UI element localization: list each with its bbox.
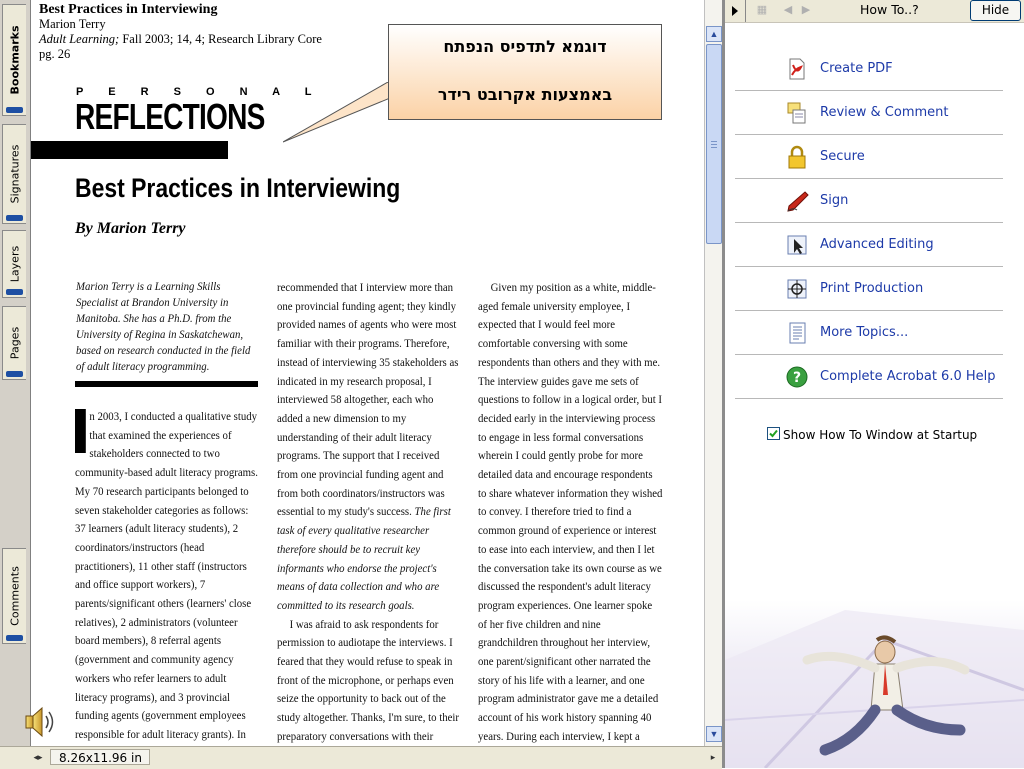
help-icon xyxy=(785,365,809,389)
startup-option[interactable] xyxy=(767,427,977,442)
tab-comments[interactable] xyxy=(2,548,26,644)
column-2-emphasis: The first task of every qualitative researcher therefore should be to recruit key informants who endorse the project's means of data collection and who are committed to its research goals. xyxy=(277,504,451,612)
tab-grip-icon xyxy=(6,107,23,113)
page-size-readout: 8.26x11.96 in xyxy=(50,749,150,765)
howto-item-label: Complete Acrobat 6.0 Help xyxy=(820,369,996,384)
author-bio: Marion Terry is a Learning Skills Specialist at Brandon University in Manitoba. She has a Ph.D. from the University of Regina in Saskatchewan, based on research conducted in the field of adult literacy programming. xyxy=(76,279,251,373)
tab-grip-icon xyxy=(6,371,23,377)
howto-item-label: Create PDF xyxy=(820,61,893,76)
citation-title: Best Practices in Interviewing xyxy=(39,2,218,17)
howto-item-label: Sign xyxy=(820,193,849,208)
article-title: Best Practices in Interviewing xyxy=(75,173,401,203)
svg-text:?: ? xyxy=(792,370,802,386)
create-pdf-icon xyxy=(785,57,809,81)
howto-item-label: Print Production xyxy=(820,281,924,296)
lock-icon xyxy=(785,145,809,169)
column-1-text: n 2003, I conducted a qualitative study that examined the experiences of stakeholders connected to two community-based adult literacy programs. My 70 research participants belonged to seven stakeholder categories as follows: 37 learners (adult literacy students), 2 coordinators/instructors (head practitioners), 11 other staff (instructors and office support workers), 7 parents/significant others (learners' close relatives), 2 administrators (volunteer board members), 8 referral agents (government and community agency workers who refer learners to adult literacy programs), and 3 provincial funding agents (government employees responsible for adult literacy grants). In xyxy=(75,409,258,741)
howto-more-topics[interactable] xyxy=(735,311,1003,355)
tab-grip-icon xyxy=(6,635,23,641)
document-vertical-scrollbar[interactable] xyxy=(704,0,723,746)
startup-checkbox[interactable] xyxy=(767,427,780,440)
advanced-editing-icon xyxy=(785,233,809,257)
tab-grip-icon xyxy=(6,215,23,221)
startup-label: Show How To Window at Startup xyxy=(783,428,978,442)
tab-bookmarks-label: Bookmarks xyxy=(8,25,21,95)
document-view[interactable] xyxy=(31,0,704,746)
callout-box xyxy=(388,24,662,120)
print-production-icon xyxy=(785,277,809,301)
hide-button[interactable]: Hide xyxy=(970,0,1021,21)
scroll-left-icon[interactable]: ◂▸ xyxy=(33,752,43,762)
callout-line-2: באמצעות אקרובט רידר xyxy=(437,85,613,104)
citation-details: Fall 2003; 14, 4; Research Library Core xyxy=(119,32,322,46)
navigation-tab-rail xyxy=(0,0,31,746)
decorative-bar xyxy=(31,141,228,159)
howto-advanced-editing[interactable] xyxy=(735,223,1003,267)
article-column-3 xyxy=(478,278,663,746)
tab-pages-label: Pages xyxy=(8,326,21,360)
howto-item-label: Secure xyxy=(820,149,865,164)
column-2-text-b: I was afraid to ask respondents for permission to audiotape the interviews. I feared that they would refuse to speak in front of the microphone, or perhaps even seize the opportunity to back out of the study altogether. Thanks, I'm sure, to their preparatory conversations with their xyxy=(277,616,460,743)
howto-sign[interactable] xyxy=(735,179,1003,223)
callout-pointer xyxy=(283,82,398,144)
speaker-icon[interactable] xyxy=(22,702,62,742)
how-to-toolbar xyxy=(725,0,1024,23)
status-bar xyxy=(0,746,722,769)
how-to-title: How To..? xyxy=(860,2,919,17)
howto-item-label: Review & Comment xyxy=(820,105,949,120)
section-heading: REFLECTIONS xyxy=(75,96,265,137)
back-icon[interactable]: ◀ xyxy=(783,4,793,16)
citation-journal-line xyxy=(39,32,322,47)
tab-layers-label: Layers xyxy=(8,245,21,283)
home-icon[interactable]: ▦ xyxy=(756,4,768,16)
callout-line-1: דוגמא לתדפיס הנפתח xyxy=(443,37,607,56)
tab-layers[interactable] xyxy=(2,230,26,298)
more-topics-icon xyxy=(785,321,809,345)
citation-page: pg. 26 xyxy=(39,47,71,61)
column-2-paragraph xyxy=(277,278,462,615)
scroll-down-button[interactable]: ▼ xyxy=(706,726,722,742)
article-column-2 xyxy=(277,278,462,746)
scroll-up-button[interactable]: ▲ xyxy=(706,26,722,42)
checkmark-icon xyxy=(768,428,779,439)
howto-item-label: More Topics... xyxy=(820,325,909,340)
tab-bookmarks[interactable] xyxy=(2,4,26,116)
citation-header xyxy=(39,2,322,62)
howto-review-comment[interactable] xyxy=(735,91,1003,135)
article-column-1 xyxy=(75,403,260,746)
column-2-text-a: recommended that I interview more than one provincial funding agent; they kindly provided names of agents who were most familiar with their programs. Therefore, instead of interviewing 35 stakeholders as indicated in my research proposal, I interviewed 58 altogether, each who added a new dimension to my understanding of their adult literacy programs. The support that I received from one provincial funding agent and from both coordinators/instructors was essential to my study's success. xyxy=(277,280,459,519)
how-to-panel xyxy=(725,0,1024,768)
citation-author: Marion Terry xyxy=(39,17,106,31)
scroll-thumb[interactable] xyxy=(706,44,722,244)
howto-print-production[interactable] xyxy=(735,267,1003,311)
expand-panel-icon[interactable] xyxy=(725,0,746,22)
forward-icon[interactable]: ▶ xyxy=(801,4,811,16)
tab-grip-icon xyxy=(6,289,23,295)
howto-complete-help[interactable] xyxy=(735,355,1003,399)
review-comment-icon xyxy=(785,101,809,125)
tab-comments-label: Comments xyxy=(8,566,21,626)
section-kicker: P E R S O N A L xyxy=(76,86,323,98)
drop-cap: I xyxy=(75,403,87,452)
howto-create-pdf[interactable] xyxy=(735,47,1003,91)
article-byline: By Marion Terry xyxy=(75,220,186,237)
bio-divider xyxy=(75,381,258,387)
pen-icon xyxy=(785,189,809,213)
tab-signatures[interactable] xyxy=(2,124,26,224)
column-3-text: Given my position as a white, middle-aged female university employee, I expected that I would feel more comfortable conversing with some respondents than others and they with me. The interview guides gave me sets of questions to follow in a logical order, but I decided early in the interviewing process to engage in less formal conversations wherein I could gently probe for more detailed data and encourage respondents to share whatever information they wished to convey. I therefore tried to find a common ground of experience or interest to ease into each interview, and then I let the conversation take its own course as we discussed the respondent's adult literacy program experiences. One learner spoke of her five children and nine grandchildren throughout her interview, one parent/significant other narrated the story of his life with a learner, and one program administrator gave me a detailed account of his work history spanning 40 years. During each interview, I kept a xyxy=(478,280,663,743)
decorative-illustration xyxy=(725,600,1024,768)
tab-signatures-label: Signatures xyxy=(8,144,21,204)
howto-secure[interactable] xyxy=(735,135,1003,179)
scroll-right-icon[interactable]: ▸ xyxy=(710,752,716,762)
citation-journal: Adult Learning; xyxy=(39,32,120,46)
howto-item-label: Advanced Editing xyxy=(820,237,934,252)
tab-pages[interactable] xyxy=(2,306,26,380)
